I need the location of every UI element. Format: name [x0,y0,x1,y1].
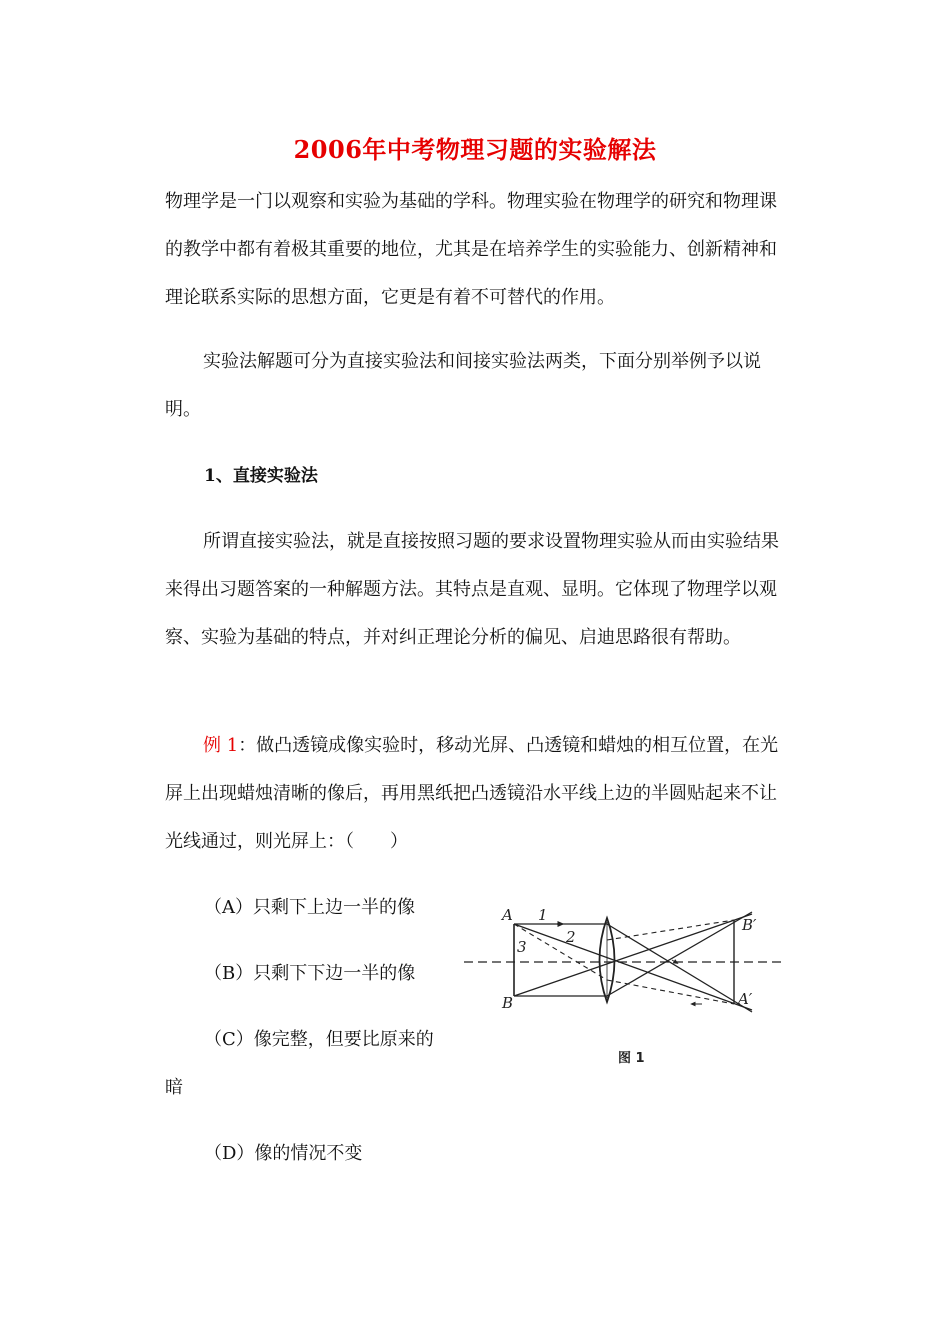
example-1-text: ：做凸透镜成像实验时，移动光屏、凸透镜和蜡烛的相互位置，在光屏上出现蜡烛清晰的像后，再用黑纸把凸透镜沿水平线上边的半圆贴起来不让光线通过，则光屏上：（ ） [165,735,779,852]
ray-1-refracted [607,924,752,1012]
document-title: 2006年中考物理习题的实验解法 [293,135,657,164]
section-paragraph-direct-experiment: 所谓直接实验法，就是直接按照习题的要求设置物理实验从而由实验结果来得出习题答案的一种解题方法。其特点是直观、显明。它体现了物理学以观察、实验为基础的特点，并对纠正理论分析的偏见、启迪思路很有帮助。 [165,531,779,648]
ray-b-center [514,914,752,996]
section-heading-direct-experiment: 1、直接实验法 [204,466,318,486]
option-d: （D）像的情况不变 [204,1143,363,1164]
ray-3-refracted [607,980,734,1004]
overview-paragraph: 实验法解题可分为直接实验法和间接实验法两类，下面分别举例予以说明。 [165,351,761,420]
option-b: （B）只剩下下边一半的像 [204,963,416,984]
ray-label-1: 1 [538,906,548,924]
option-c-continuation: 暗 [165,1077,183,1098]
ray-2 [514,924,752,1010]
lens-diagram-figure [462,900,787,1070]
label-b-prime: B′ [742,916,757,934]
option-a: （A）只剩下上边一半的像 [204,897,415,918]
example-1-question [165,722,780,866]
figure-caption: 图 1 [618,1051,645,1066]
intro-paragraph: 物理学是一门以观察和实验为基础的学科。物理实验在物理学的研究和物理课的教学中都有着极其重要的地位，尤其是在培养学生的实验能力、创新精神和理论联系实际的思想方面，它更是有着不可替代的作用。 [165,191,777,308]
ray-label-3: 3 [517,938,527,956]
label-b: B [502,994,514,1012]
option-c: （C）像完整，但要比原来的 [204,1029,434,1050]
ray-label-2: 2 [566,928,576,946]
label-a-prime: A′ [738,990,753,1008]
label-a: A [502,906,513,924]
example-1-label: 例 1 [203,735,239,756]
ray-b-dashed [607,920,734,940]
convex-lens-ray-diagram [462,900,787,1070]
